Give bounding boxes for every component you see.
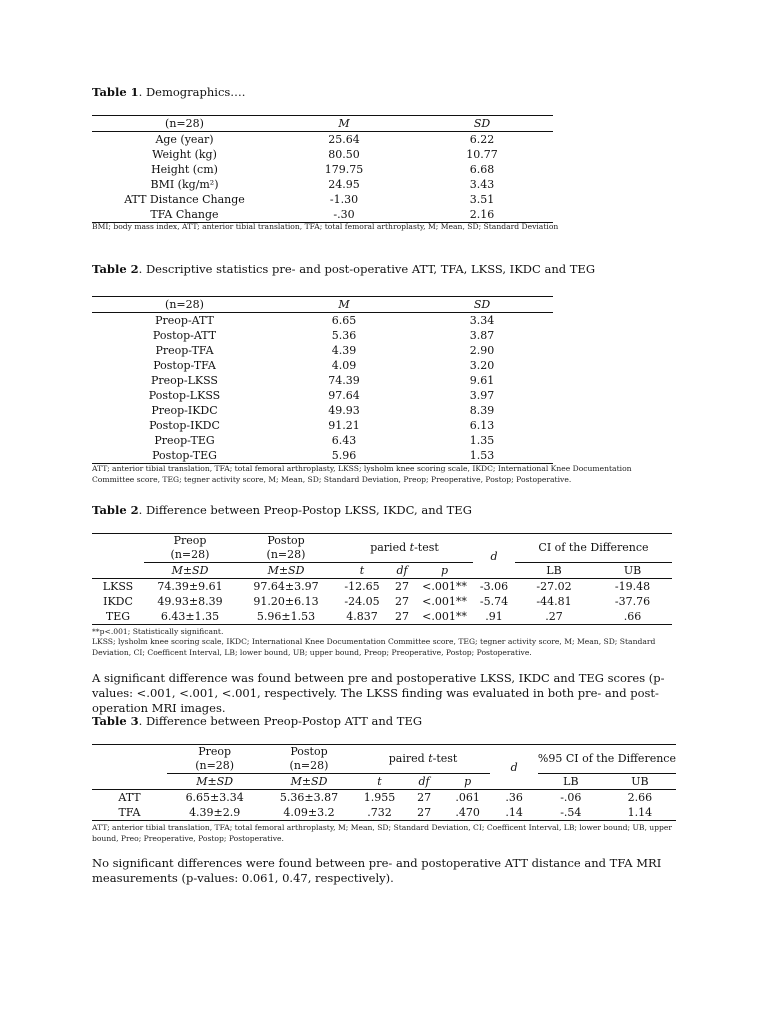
row-label: Preop-LKSS — [151, 374, 218, 387]
cell-d: .14 — [505, 806, 523, 819]
cell-sd: 2.16 — [469, 208, 495, 221]
cell-mean: 97.64 — [328, 389, 360, 402]
cell-mean: 24.95 — [328, 178, 360, 191]
table2a-caption-text: . Descriptive statistics pre- and post-operative ATT, TFA, LKSS, IKDC and TEG — [138, 262, 596, 276]
cell-mean: 4.09 — [331, 359, 357, 372]
cell-p: .061 — [455, 791, 480, 804]
header-preop-label: Preop — [173, 534, 207, 547]
cell-sd: 3.87 — [469, 329, 495, 342]
table2a-header-sd: SD — [411, 297, 553, 313]
cell-d: -5.74 — [479, 595, 509, 608]
header-postop — [236, 534, 336, 563]
cell-t: .732 — [367, 806, 392, 819]
table-row — [92, 313, 553, 329]
table2a-caption — [92, 262, 595, 276]
table1-header-sd: SD — [411, 116, 553, 132]
cell-p: <.001** — [422, 610, 467, 623]
cell-mean: 6.65 — [331, 314, 357, 327]
row-label: Height (cm) — [151, 163, 218, 176]
table3-caption-label: Table 3 — [92, 714, 139, 728]
header-t: t — [336, 563, 388, 579]
cell-sd: 1.35 — [469, 434, 495, 447]
ttest-label-t: t — [428, 752, 433, 765]
table1-footnote: BMI; body mass index, ATT; anterior tibial translation, TFA; total femoral arthroplasty, M; Mean, SD; Standard Deviation — [92, 222, 559, 231]
header-lb: LB — [538, 774, 604, 790]
row-label: Preop-TEG — [154, 434, 215, 447]
row-label: LKSS — [102, 580, 134, 593]
header-msd-preop: M±SD — [167, 774, 262, 790]
cell-ub: -19.48 — [614, 580, 651, 593]
row-label: ATT — [118, 791, 141, 804]
cell-sd: 3.34 — [469, 314, 495, 327]
cell-sd: 3.51 — [469, 193, 495, 206]
row-label: Preop-ATT — [155, 314, 214, 327]
table1-demographics — [92, 115, 553, 223]
header-empty — [92, 534, 144, 579]
header-preop — [167, 745, 262, 774]
ttest-label-pre: paired — [388, 752, 429, 765]
cell-preop: 4.39±2.9 — [189, 806, 241, 819]
table2a-header-n: (n=28) — [92, 297, 277, 313]
table-row — [92, 805, 676, 821]
table-row — [92, 579, 672, 595]
table2a-caption-label: Table 2 — [92, 262, 139, 276]
cell-lb: .27 — [545, 610, 563, 623]
header-p: p — [416, 563, 473, 579]
cell-sd: 8.39 — [469, 404, 495, 417]
cell-p: .470 — [455, 806, 480, 819]
table2a-footnote: ATT; anterior tibial translation, TFA; total femoral arthroplasty, LKSS; lysholm knee scoring scale, IKDC; International Knee Documentation Committee score, TEG; tegner activity score, M; Mean, SD; Standard Deviation, Preop; Preoperative, Postop; Postoperative. — [92, 464, 632, 484]
ttest-label-post: -test — [432, 752, 458, 765]
row-label: Postop-ATT — [152, 329, 217, 342]
table2b-header-row-2 — [92, 563, 672, 579]
table-row — [92, 147, 553, 162]
table-row — [92, 132, 553, 148]
table2-preop-postop-difference — [92, 533, 672, 625]
table-row — [92, 388, 553, 403]
table-row — [92, 403, 553, 418]
header-postop-n: (n=28) — [266, 548, 306, 561]
row-label: Postop-IKDC — [149, 419, 220, 432]
header-msd-preop: M±SD — [144, 563, 236, 579]
table-row — [92, 594, 672, 609]
cell-ub: 1.14 — [627, 806, 653, 819]
cell-p: <.001** — [422, 595, 467, 608]
row-label: BMI (kg/m²) — [150, 178, 219, 191]
cell-ub: .66 — [623, 610, 642, 623]
ttest-label-pre: paried — [370, 541, 410, 554]
cell-postop: 5.36±3.87 — [279, 791, 339, 804]
cell-sd: 1.53 — [469, 449, 495, 462]
cell-d: .91 — [485, 610, 503, 623]
row-label: Postop-TFA — [153, 359, 216, 372]
cell-mean: 5.96 — [331, 449, 357, 462]
table-row — [92, 790, 676, 806]
table2-descriptive-statistics — [92, 296, 553, 464]
row-label: TFA Change — [150, 208, 219, 221]
row-label: Preop-IKDC — [151, 404, 218, 417]
table-row — [92, 343, 553, 358]
header-paired-ttest — [336, 534, 473, 563]
row-label: Weight (kg) — [152, 148, 217, 161]
cell-preop: 6.65±3.34 — [185, 791, 244, 804]
table2a-header-m: M — [277, 297, 411, 313]
table1-header-m: M — [277, 116, 411, 132]
cell-ub: -37.76 — [614, 595, 651, 608]
cell-sd: 9.61 — [469, 374, 495, 387]
cell-t: -12.65 — [344, 580, 380, 593]
table3-header-row-2 — [92, 774, 676, 790]
cell-df: 27 — [395, 595, 409, 608]
cell-lb: -.06 — [560, 791, 582, 804]
table3-preop-postop-difference — [92, 744, 676, 821]
cell-mean: 5.36 — [331, 329, 357, 342]
header-preop — [144, 534, 236, 563]
table-row — [92, 207, 553, 223]
row-label: Age (year) — [155, 133, 214, 146]
results-paragraph-1: A significant difference was found between pre and postoperative LKSS, IKDC and TEG scores (p-values: <.001, <.001, <.001, respectively. The LKSS finding was evaluated in both pre- and post-operation MRI images. — [92, 671, 665, 715]
header-d: d — [473, 534, 515, 579]
cell-t: 4.837 — [346, 610, 378, 623]
cell-df: 27 — [417, 791, 432, 804]
header-postop-label: Postop — [290, 745, 328, 758]
cell-df: 27 — [417, 806, 432, 819]
header-empty — [92, 745, 167, 790]
table-row — [92, 192, 553, 207]
results-paragraph-2: No significant differences were found between pre- and postoperative ATT distance and TFA MRI measurements (p-values: 0.061, 0.47, respectively). — [92, 856, 662, 885]
header-preop-n: (n=28) — [195, 759, 235, 772]
cell-lb: -.54 — [560, 806, 582, 819]
cell-preop: 6.43±1.35 — [160, 610, 220, 623]
table-row — [92, 358, 553, 373]
cell-d: .36 — [505, 791, 523, 804]
cell-postop: 97.64±3.97 — [253, 580, 319, 593]
row-label: Postop-LKSS — [148, 389, 221, 402]
table2b-caption-label: Table 2 — [92, 503, 139, 517]
header-msd-postop: M±SD — [236, 563, 336, 579]
cell-mean: 74.39 — [328, 374, 360, 387]
table1-header-row — [92, 116, 553, 132]
cell-mean: 49.93 — [328, 404, 360, 417]
cell-mean: 179.75 — [324, 163, 364, 176]
header-paired-ttest — [356, 745, 491, 774]
cell-mean: 4.39 — [331, 344, 357, 357]
row-label: Postop-TEG — [152, 449, 217, 462]
cell-mean: 80.50 — [328, 148, 360, 161]
header-postop — [262, 745, 355, 774]
row-label: IKDC — [103, 595, 133, 608]
cell-sd: 3.43 — [469, 178, 495, 191]
table1-caption-text: . Demographics…. — [138, 85, 246, 99]
cell-d: -3.06 — [479, 580, 509, 593]
cell-mean: -.30 — [333, 208, 355, 221]
header-ci: CI of the Difference — [538, 541, 649, 554]
cell-t: 1.955 — [363, 791, 396, 804]
table-row — [92, 609, 672, 625]
table-row — [92, 162, 553, 177]
table3-caption-text: . Difference between Preop-Postop ATT and TEG — [138, 714, 423, 728]
header-lb: LB — [515, 563, 593, 579]
cell-lb: -27.02 — [536, 580, 572, 593]
header-preop-label: Preop — [198, 745, 232, 758]
table-row — [92, 418, 553, 433]
header-t: t — [356, 774, 404, 790]
table2b-footnote-significance: **p<.001; Statistically significant. — [92, 627, 224, 636]
cell-postop: 4.09±3.2 — [283, 806, 335, 819]
table-row — [92, 373, 553, 388]
header-df: df — [403, 774, 444, 790]
cell-lb: -44.81 — [536, 595, 572, 608]
cell-preop: 74.39±9.61 — [157, 580, 223, 593]
cell-sd: 6.22 — [469, 133, 495, 146]
cell-sd: 3.20 — [469, 359, 495, 372]
header-d: d — [490, 745, 537, 790]
table-row — [92, 328, 553, 343]
cell-mean: 91.21 — [328, 419, 360, 432]
row-label: ATT Distance Change — [124, 193, 245, 206]
cell-sd: 3.97 — [469, 389, 495, 402]
table2b-caption-text: . Difference between Preop-Postop LKSS, IKDC, and TEG — [138, 503, 472, 517]
header-postop-label: Postop — [267, 534, 305, 547]
table-row — [92, 448, 553, 464]
cell-sd: 10.77 — [466, 148, 498, 161]
cell-ub: 2.66 — [627, 791, 653, 804]
header-msd-postop: M±SD — [262, 774, 355, 790]
cell-sd: 6.13 — [469, 419, 495, 432]
table1-header-n: (n=28) — [92, 116, 277, 132]
cell-t: -24.05 — [344, 595, 380, 608]
table1-caption-label: Table 1 — [92, 85, 139, 99]
table1-caption — [92, 85, 245, 99]
cell-postop: 5.96±1.53 — [256, 610, 316, 623]
header-postop-n: (n=28) — [289, 759, 329, 772]
table3-caption — [92, 714, 422, 728]
table2b-caption — [92, 503, 472, 517]
cell-mean: 25.64 — [328, 133, 360, 146]
cell-mean: -1.30 — [329, 193, 359, 206]
cell-p: <.001** — [422, 580, 467, 593]
ttest-label-t: t — [409, 541, 415, 554]
table2b-header-row-1 — [92, 534, 672, 563]
cell-df: 27 — [395, 610, 409, 623]
cell-postop: 91.20±6.13 — [253, 595, 319, 608]
header-ub: UB — [593, 563, 672, 579]
row-label: TEG — [105, 610, 131, 623]
ttest-label-post: -test — [414, 541, 439, 554]
header-ub: UB — [604, 774, 676, 790]
row-label: TFA — [118, 806, 141, 819]
header-ci: %95 CI of the Difference — [537, 752, 676, 765]
cell-preop: 49.93±8.39 — [157, 595, 223, 608]
cell-df: 27 — [395, 580, 409, 593]
cell-mean: 6.43 — [331, 434, 357, 447]
table-row — [92, 433, 553, 448]
table3-header-row-1 — [92, 745, 676, 774]
cell-sd: 2.90 — [469, 344, 495, 357]
header-preop-n: (n=28) — [170, 548, 210, 561]
table2a-header-row — [92, 297, 553, 313]
row-label: Preop-TFA — [155, 344, 214, 357]
cell-sd: 6.68 — [469, 163, 495, 176]
table-row — [92, 177, 553, 192]
table3-footnote: ATT; anterior tibial translation, TFA; total femoral arthroplasty, M; Mean, SD; Standard Deviation, CI; Coefficent Interval, LB; lower bound; UB, upper bound, Preo; Preoperative, Postop; Postoperative. — [92, 823, 673, 843]
header-df: df — [388, 563, 416, 579]
table2b-footnote-abbreviations: LKSS; lysholm knee scoring scale, IKDC; International Knee Documentation Committee score, TEG; tegner activity score, M; Mean, SD; Standard Deviation, CI; Coefficent Interval, LB; lower bound, UB; upper bound, Preop; Preoperative, Postop; Postoperative. — [92, 637, 656, 657]
header-p: p — [445, 774, 491, 790]
